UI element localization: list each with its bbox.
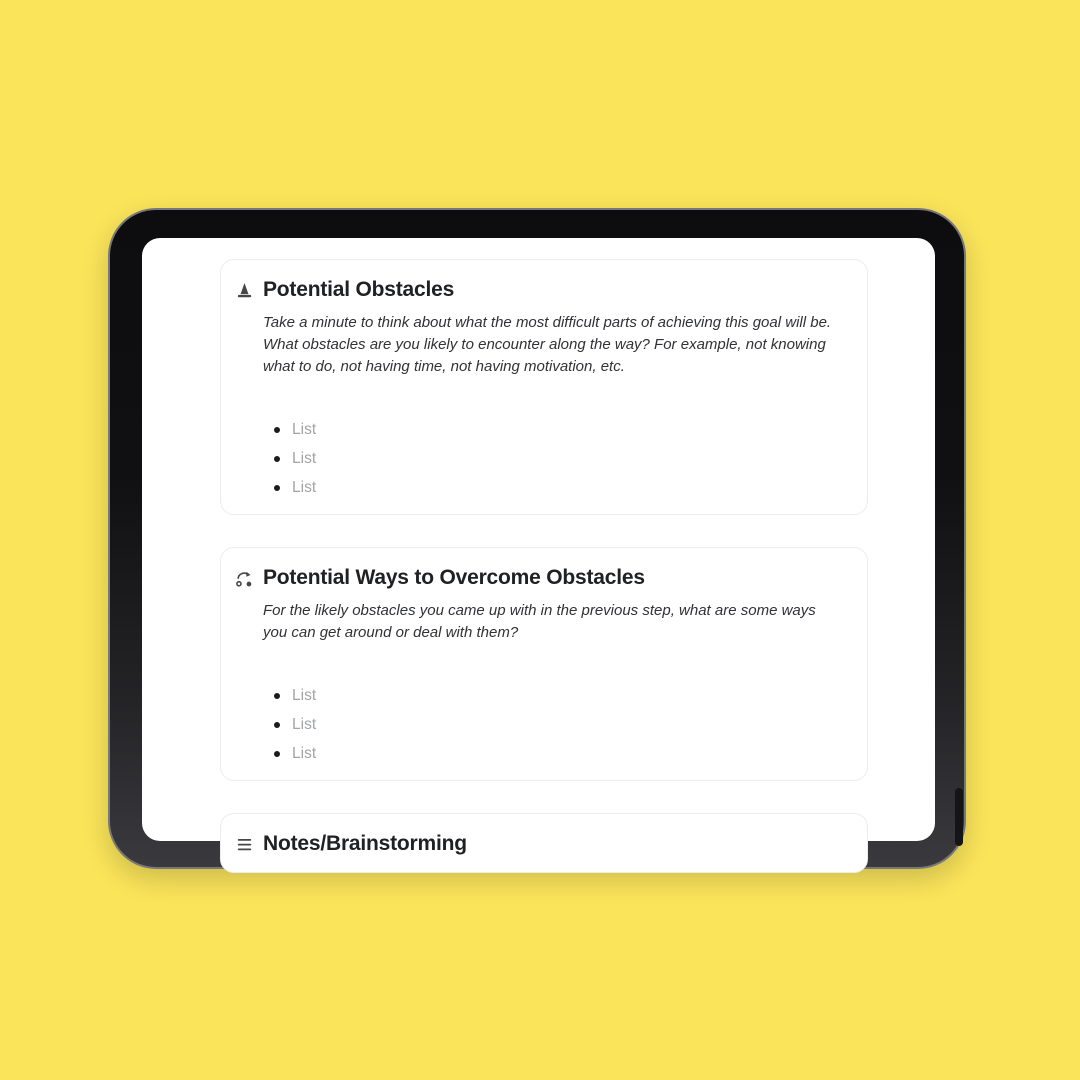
tablet-screen [142, 238, 935, 855]
list-item-label: List [292, 686, 317, 704]
bullet-icon [274, 456, 280, 462]
tablet-device [108, 208, 966, 869]
hop-over-obstacle-icon [235, 569, 254, 588]
list-item-label: List [292, 420, 317, 438]
list-item-label: List [292, 744, 317, 762]
card-title: Potential Ways to Overcome Obstacles [263, 566, 645, 589]
card-description: For the likely obstacles you came up with in the previous step, what are some ways you can get around or deal with them? [263, 602, 816, 641]
tablet-side-port [955, 788, 963, 846]
template-page [220, 259, 868, 905]
card-header [235, 562, 847, 594]
list-item[interactable] [274, 415, 847, 444]
bullet-icon [274, 722, 280, 728]
menu-lines-icon [235, 835, 254, 854]
card-title: Potential Obstacles [263, 278, 455, 301]
placeholder-list [274, 415, 847, 502]
list-item[interactable] [274, 444, 847, 473]
list-item-label: List [292, 449, 317, 467]
card-notes-brainstorming [220, 813, 868, 873]
placeholder-list [274, 681, 847, 768]
list-item[interactable] [274, 739, 847, 768]
card-overcome-obstacles [220, 547, 868, 781]
list-item[interactable] [274, 710, 847, 739]
list-item-label: List [292, 478, 317, 496]
list-item-label: List [292, 715, 317, 733]
card-potential-obstacles [220, 259, 868, 515]
bullet-icon [274, 427, 280, 433]
list-item[interactable] [274, 681, 847, 710]
card-title: Notes/Brainstorming [263, 832, 467, 855]
bullet-icon [274, 751, 280, 757]
list-item[interactable] [274, 473, 847, 502]
card-header [235, 274, 847, 306]
card-description: Take a minute to think about what the most difficult parts of achieving this goal will be. What obstacles are you likely to encounter along the way? For example, not knowing what to do, not having time, not having motivation, etc. [263, 314, 832, 375]
card-header [235, 828, 847, 860]
traffic-cone-icon [235, 281, 254, 300]
bullet-icon [274, 693, 280, 699]
bullet-icon [274, 485, 280, 491]
